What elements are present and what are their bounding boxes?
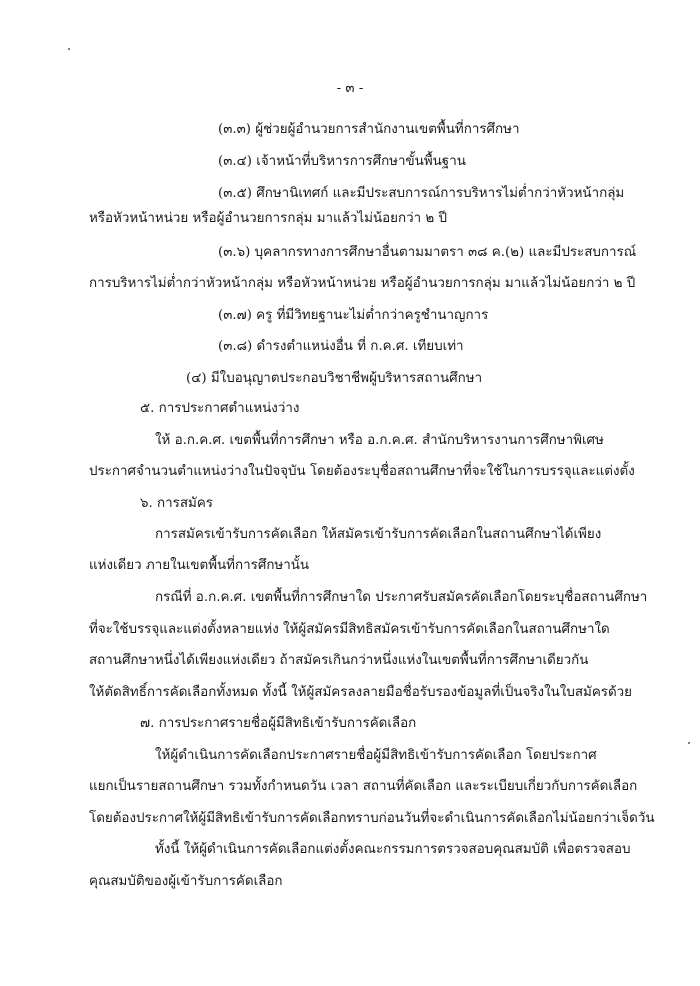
text-line: ประกาศจำนวนตำแหน่งว่างในปัจจุบัน โดยต้องระบุชื่อสถานศึกษาที่จะใช้ในการบรรจุและแต่งตั้ง xyxy=(89,464,635,479)
text-line: การสมัครเข้ารับการคัดเลือก ให้สมัครเข้ารับการคัดเลือกในสถานศึกษาได้เพียง xyxy=(155,527,602,542)
section-heading: ๗. การประกาศรายชื่อผู้มีสิทธิเข้ารับการคัดเลือก xyxy=(140,716,417,731)
text-line: กรณีที่ อ.ก.ค.ศ. เขตพื้นที่การศึกษาใด ประกาศรับสมัครคัดเลือกโดยระบุชื่อสถานศึกษา xyxy=(155,590,648,605)
text-line: (๓.๕) ศึกษานิเทศก์ และมีประสบการณ์การบริหารไม่ต่ำกว่าหัวหน้ากลุ่ม xyxy=(218,186,625,201)
text-line: ให้ตัดสิทธิ์การคัดเลือกทั้งหมด ทั้งนี้ ให้ผู้สมัครลงลายมือชื่อรับรองข้อมูลที่เป็นจริงในใบสมัครด้วย xyxy=(89,685,633,700)
text-line: (๓.๘) ดำรงตำแหน่งอื่น ที่ ก.ค.ศ. เทียบเท่า xyxy=(218,339,464,354)
text-line: การบริหารไม่ต่ำกว่าหัวหน้ากลุ่ม หรือหัวหน้าหน่วย หรือผู้อำนวยการกลุ่ม มาแล้วไม่น้อยกว่า ๒ ปี xyxy=(89,276,636,291)
section-heading: ๖. การสมัคร xyxy=(140,496,213,511)
scan-speck xyxy=(68,48,70,50)
text-line: (๓.๗) ครู ที่มีวิทยฐานะไม่ต่ำกว่าครูชำนาญการ xyxy=(218,308,489,323)
text-line: โดยต้องประกาศให้ผู้มีสิทธิเข้ารับการคัดเลือกทราบก่อนวันที่จะดำเนินการคัดเลือกไม่น้อยกว่าเจ็ดวัน xyxy=(89,811,655,826)
scan-speck xyxy=(688,742,690,744)
text-line: แห่งเดียว ภายในเขตพื้นที่การศึกษานั้น xyxy=(89,558,310,573)
text-line: สถานศึกษาหนึ่งได้เพียงแห่งเดียว ถ้าสมัครเกินกว่าหนึ่งแห่งในเขตพื้นที่การศึกษาเดียวกัน xyxy=(89,653,589,668)
text-line: ทั้งนี้ ให้ผู้ดำเนินการคัดเลือกแต่งตั้งคณะกรรมการตรวจสอบคุณสมบัติ เพื่อตรวจสอบ xyxy=(155,842,631,857)
text-line: (๓.๖) บุคลากรทางการศึกษาอื่นตามมาตรา ๓๘ ค.(๒) และมีประสบการณ์ xyxy=(218,245,637,260)
text-line: หรือหัวหน้าหน่วย หรือผู้อำนวยการกลุ่ม มาแล้วไม่น้อยกว่า ๒ ปี xyxy=(89,211,448,226)
text-line: ที่จะใช้บรรจุและแต่งตั้งหลายแห่ง ให้ผู้สมัครมีสิทธิสมัครเข้ารับการคัดเลือกในสถานศึกษาใด xyxy=(89,622,610,637)
section-heading: ๕. การประกาศตำแหน่งว่าง xyxy=(140,401,300,416)
text-line: (๓.๔) เจ้าหน้าที่บริหารการศึกษาขั้นพื้นฐาน xyxy=(218,154,466,169)
text-line: (๓.๓) ผู้ช่วยผู้อำนวยการสำนักงานเขตพื้นที่การศึกษา xyxy=(218,122,520,137)
text-line: แยกเป็นรายสถานศึกษา รวมทั้งกำหนดวัน เวลา สถานที่คัดเลือก และระเบียบเกี่ยวกับการคัดเลือก xyxy=(89,779,638,794)
text-line: คุณสมบัติของผู้เข้ารับการคัดเลือก xyxy=(89,874,283,889)
text-line: ให้ อ.ก.ค.ศ. เขตพื้นที่การศึกษา หรือ อ.ก.ค.ศ. สำนักบริหารงานการศึกษาพิเศษ xyxy=(155,433,604,448)
text-line: (๔) มีใบอนุญาตประกอบวิชาชีพผู้บริหารสถานศึกษา xyxy=(186,371,483,386)
text-line: ให้ผู้ดำเนินการคัดเลือกประกาศรายชื่อผู้มีสิทธิเข้ารับการคัดเลือก โดยประกาศ xyxy=(155,748,597,763)
page-number: - ๓ - xyxy=(336,81,364,96)
